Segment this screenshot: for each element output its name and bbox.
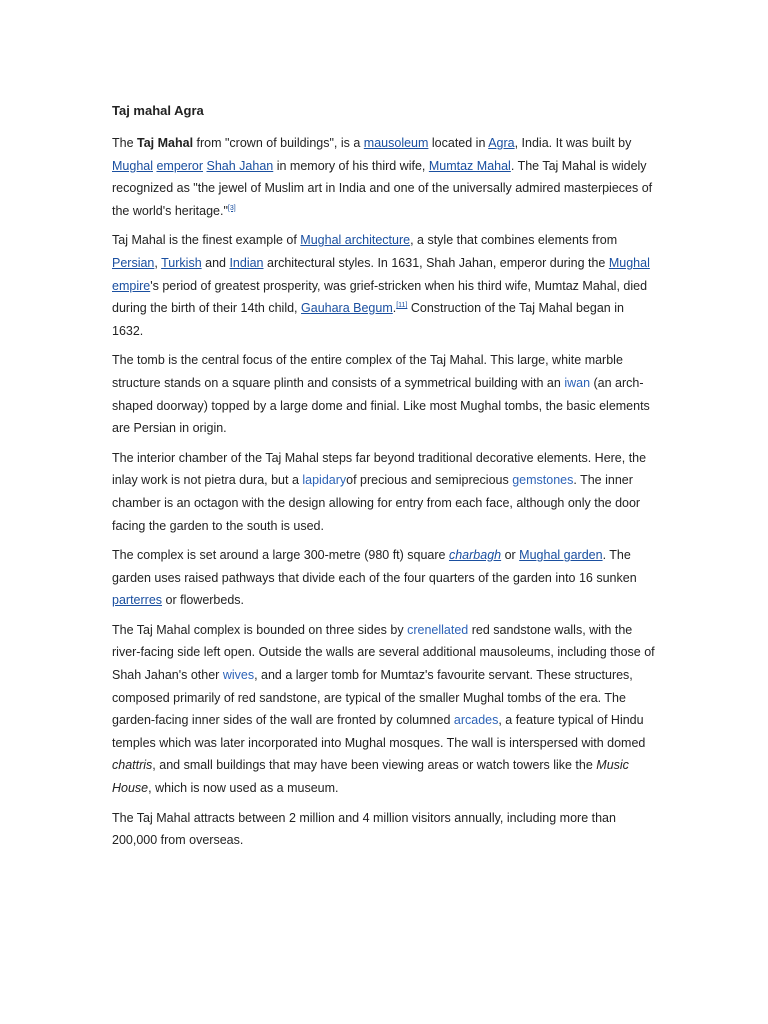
document-page — [112, 100, 656, 859]
link-persian[interactable]: Persian — [112, 255, 155, 270]
citation-link[interactable]: [11] — [396, 302, 408, 310]
link-mughal-empire[interactable]: Mughal empire — [112, 255, 650, 293]
link-indian[interactable]: Indian — [229, 255, 264, 270]
link-mumtaz-mahal[interactable]: Mumtaz Mahal — [428, 158, 511, 173]
citation-link[interactable]: [3] — [227, 204, 236, 212]
link-turkish[interactable]: Turkish — [161, 255, 202, 270]
link-agra[interactable]: Agra — [488, 136, 515, 150]
paragraph-architecture: Taj Mahal is the finest example of Mughal architecture, a style that combines elements from Persian, Turkish and Indian architectural styles. In 1631, Shah Jahan, emperor during the Mughal empire's period of greatest prosperity, was grief-stricken when his third wife, Mumtaz Mahal, died during the birth of their 14th child, Gauhara Begum.[11] Construction of the Taj Mahal began in 1632. — [112, 233, 650, 338]
link-mughal[interactable]: Mughal — [112, 158, 153, 173]
paragraph-visitors: The Taj Mahal attracts between 2 million and 4 million visitors annually, including more than 200,000 from overseas. — [112, 810, 616, 848]
link-emperor[interactable]: emperor — [156, 158, 204, 173]
italic-term: Music House — [112, 758, 629, 796]
paragraph-interior: The interior chamber of the Taj Mahal steps far beyond traditional decorative elements. Here, the inlay work is not pietra dura, but a lapidaryof precious and semiprecious gemstones. The inner chamber is an octagon with the design allowing for entry from each face, although only the door facing the garden to the south is used. — [112, 450, 647, 533]
link-charbagh[interactable]: charbagh — [448, 548, 502, 563]
link-parterres[interactable]: parterres — [112, 593, 163, 608]
link-mughal-garden[interactable]: Mughal garden — [519, 548, 603, 563]
link-mausoleum[interactable]: mausoleum — [363, 136, 429, 150]
paragraph-complex: The Taj Mahal complex is bounded on three sides by crenellated red sandstone walls, with the river-facing side left open. Outside the walls are several additional mausoleums, including those of Shah Jahan's other wives, and a larger tomb for Mumtaz's favourite servant. These structures, composed primarily of red sandstone, are typical of the smaller Mughal tombs of the era. The garden-facing inner sides of the wall are fronted by columned arcades, a feature typical of Hindu temples which was later incorporated into Mughal mosques. The wall is interspersed with domed chattris, and small buildings that may have been viewing areas or watch towers like the Music House, which is now used as a museum. — [112, 622, 655, 796]
paragraph-garden: The complex is set around a large 300-metre (980 ft) square charbagh or Mughal garden. The garden uses raised pathways that divide each of the four quarters of the garden into 16 sunken parterres or flowerbeds. — [112, 548, 637, 608]
document-title: Taj mahal Agra — [112, 103, 204, 118]
link-arcades[interactable]: arcades — [453, 713, 499, 728]
link-gemstones[interactable]: gemstones — [512, 473, 574, 488]
paragraph-intro: The Taj Mahal from "crown of buildings", is a mausoleum located in Agra, India. It was built by Mughal emperor Shah Jahan in memory of his third wife, Mumtaz Mahal. The Taj Mahal is widely recognized as "the jewel of Muslim art in India and one of the universally admired masterpieces of the world's heritage."[3] — [112, 136, 653, 218]
link-crenellated[interactable]: crenellated — [407, 622, 469, 637]
link-gauhara-begum[interactable]: Gauhara Begum — [301, 301, 393, 316]
link-wives[interactable]: wives — [222, 668, 255, 683]
link-mughal-architecture[interactable]: Mughal architecture — [300, 233, 411, 248]
link-iwan[interactable]: iwan — [564, 375, 591, 390]
link-shah-jahan[interactable]: Shah Jahan — [206, 158, 274, 173]
italic-term: chattris — [112, 758, 153, 773]
bold-term: Taj Mahal — [137, 136, 194, 150]
paragraph-tomb: The tomb is the central focus of the entire complex of the Taj Mahal. This large, white marble structure stands on a square plinth and consists of a symmetrical building with an iwan (an arch-shaped doorway) topped by a large dome and finial. Like most Mughal tombs, the basic elements are Persian in origin. — [112, 353, 650, 436]
link-lapidary[interactable]: lapidary — [302, 473, 347, 488]
